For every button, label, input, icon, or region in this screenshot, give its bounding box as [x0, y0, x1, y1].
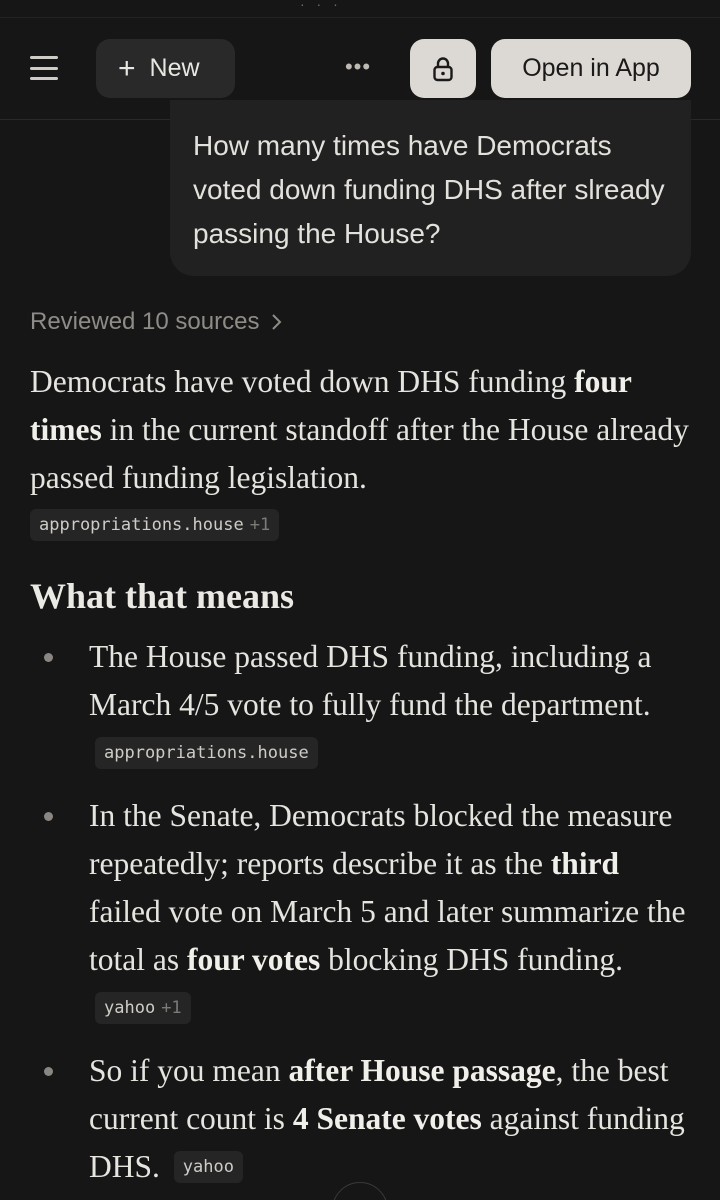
more-icon[interactable]: •••: [344, 54, 372, 79]
bullet-text: The House passed DHS funding, including a March 4/5 vote to fully fund the department.: [89, 639, 652, 722]
bullet-bold: four votes: [186, 942, 321, 977]
citation-source: appropriations.house: [104, 742, 309, 763]
bullet-bold: 4 Senate votes: [292, 1101, 482, 1136]
menu-icon[interactable]: [28, 54, 60, 82]
user-message-text: How many times have Democrats voted down funding DHS after slready passing the House?: [193, 130, 665, 249]
list-item: [40, 1047, 690, 1191]
bullet-dot: [44, 653, 53, 662]
lock-button[interactable]: [410, 39, 476, 98]
bullet-text: blocking DHS funding.: [320, 942, 624, 977]
user-message-bubble: [170, 100, 691, 276]
answer-intro-bold: four times: [30, 364, 632, 447]
citation-more-count: +1: [161, 997, 182, 1018]
new-chat-button[interactable]: [96, 39, 235, 98]
plus-icon: +: [118, 51, 136, 85]
intro-citations: [30, 509, 279, 541]
citation-source: appropriations.house: [39, 515, 244, 535]
bullet-text: In the Senate, Democrats blocked the measure repeatedly; reports describe it as the: [89, 798, 673, 881]
lock-icon: [432, 56, 454, 82]
bullet-dot: [44, 1067, 53, 1076]
answer-intro-before: Democrats have voted down DHS funding: [30, 364, 575, 399]
citation-source: yahoo: [182, 1156, 234, 1177]
status-bar: [0, 0, 720, 18]
list-item: [40, 633, 690, 777]
new-chat-label: New: [149, 54, 200, 82]
citation-chip[interactable]: [95, 992, 191, 1024]
citation-chip[interactable]: [30, 509, 279, 541]
citation-more-count: +1: [249, 515, 271, 535]
reviewed-sources-label: Reviewed 10 sources: [30, 308, 260, 335]
citation-chip[interactable]: [95, 737, 318, 769]
chevron-right-icon: [271, 313, 283, 331]
citation-chip[interactable]: [174, 1151, 243, 1183]
bullet-dot: [44, 812, 53, 821]
section-heading: What that means: [30, 576, 295, 616]
answer-bullet-list: [40, 633, 690, 1200]
bullet-text: against funding DHS.: [89, 1101, 685, 1184]
citation-source: yahoo: [104, 997, 156, 1018]
status-dots: · · ·: [300, 0, 342, 12]
answer-intro-after: in the current standoff after the House already passed funding legislation.: [30, 412, 689, 495]
list-item: [40, 792, 690, 1032]
answer-intro: [30, 358, 700, 502]
open-in-app-button[interactable]: Open in App: [491, 39, 691, 98]
bullet-text: failed vote on March 5 and later summarize the total as: [89, 894, 686, 977]
bullet-text: , the best current count is: [89, 1053, 669, 1136]
bullet-bold: third: [550, 846, 620, 881]
bullet-text: So if you mean: [89, 1053, 289, 1088]
bullet-bold: after House passage: [288, 1053, 556, 1088]
reviewed-sources-link[interactable]: [30, 308, 283, 336]
